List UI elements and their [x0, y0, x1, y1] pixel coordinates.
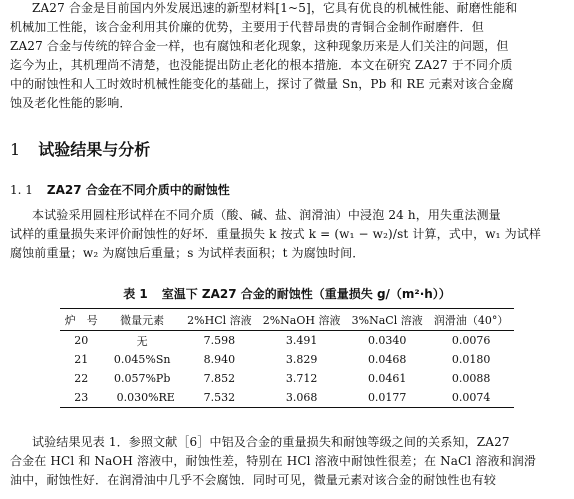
- table-cell: 0.057%Pb: [113, 372, 171, 385]
- text-line: ZA27 合金是目前国内外发展迅速的新型材料[1~5]，它具有优良的机械性能、耐磨性能和: [32, 1, 518, 15]
- table-cell: 0.0180: [451, 353, 491, 366]
- table-cell: 3.491: [285, 334, 318, 347]
- text-line: ZA27 合金与传统的锌合金一样，也有腐蚀和老化现象，这种现象历来是人们关注的问题，但: [10, 39, 509, 53]
- table-cell: 7.598: [203, 334, 236, 347]
- table-cell: 0.0461: [367, 372, 407, 385]
- section-title: 试验结果与分析: [38, 140, 151, 159]
- table-label: 表 1: [123, 287, 148, 301]
- text-line: 中的耐蚀性和人工时效时机械性能变化的基础上，探讨了微量 Sn，Pb 和 RE 元素对该合金腐: [10, 77, 514, 91]
- table-row: [60, 350, 514, 369]
- section-heading: [10, 137, 150, 160]
- table-row: [60, 369, 514, 388]
- table-cell: 22: [74, 372, 89, 385]
- table-cell: 无: [136, 334, 148, 348]
- col-header-hcl: 2%HCl 溶液: [187, 313, 252, 327]
- table-cell: 0.045%Sn: [113, 353, 171, 366]
- subsection-heading: [10, 181, 230, 198]
- table-cell: 8.940: [203, 353, 236, 366]
- table-cell: 7.532: [203, 391, 236, 404]
- table-cell: 3.712: [285, 372, 318, 385]
- text-line: 蚀及老化性能的影响．: [10, 96, 132, 110]
- table-cell: 7.852: [203, 372, 236, 385]
- table-row: [60, 331, 514, 351]
- table-cell: 3.829: [285, 353, 318, 366]
- subsection-number: 1. 1: [10, 183, 33, 197]
- table-cell: 21: [74, 353, 89, 366]
- table-title: 室温下 ZA27 合金的耐蚀性（重量损失 g/（m²·h））: [161, 287, 451, 301]
- col-header-furnace: 炉 号: [64, 313, 98, 327]
- col-header-naoh: 2%NaOH 溶液: [262, 313, 341, 327]
- table-cell: 23: [74, 391, 89, 404]
- method-paragraph: [10, 206, 564, 263]
- corrosion-table: [60, 308, 514, 408]
- intro-paragraph: [10, 0, 564, 113]
- table-cell: 0.0340: [367, 334, 407, 347]
- table-cell: 0.0468: [367, 353, 407, 366]
- table-cell: 0.0177: [367, 391, 407, 404]
- table-cell: 0.030%RE: [116, 391, 175, 404]
- table-caption: [0, 285, 574, 302]
- subsection-title: ZA27 合金在不同介质中的耐蚀性: [46, 183, 230, 197]
- table-cell: 20: [74, 334, 89, 347]
- text-line: 本试验采用圆柱形试样在不同介质（酸、碱、盐、润滑油）中浸泡 24 h，用失重法测量: [32, 208, 501, 222]
- table-cell: 0.0074: [451, 391, 491, 404]
- col-header-element: 微量元素: [120, 313, 165, 327]
- text-line: 迄今为止，其机理尚不清楚，也没能提出防止老化的根本措施．本文在研究 ZA27 于不同介质: [10, 58, 513, 72]
- text-line: 合金在 HCl 和 NaOH 溶液中，耐蚀性差，特别在 HCl 溶液中耐蚀性很差；在 NaCl 溶液和润滑: [10, 454, 537, 468]
- text-line: 试样的重量损失来评价耐蚀性的好坏．重量损失 k 按式 k = (w₁ − w₂)/st 计算，式中，w₁ 为试样: [10, 227, 542, 241]
- table-cell: 3.068: [285, 391, 318, 404]
- table-row: [60, 388, 514, 408]
- table-cell: 0.0088: [451, 372, 491, 385]
- table-header-row: [60, 309, 514, 331]
- section-number: 1: [10, 140, 21, 159]
- text-line: 油中，耐蚀性好．在润滑油中几乎不会腐蚀．同时可见，微量元素对该合金的耐蚀性也有较: [10, 473, 497, 487]
- col-header-oil: 润滑油（40°）: [433, 313, 509, 327]
- col-header-nacl: 3%NaCl 溶液: [351, 313, 423, 327]
- table-cell: 0.0076: [451, 334, 491, 347]
- text-line: 试验结果见表 1．参照文献［6］中铝及合金的重量损失和耐蚀等级之间的关系知，ZA27: [32, 435, 510, 449]
- text-line: 机械加工性能，该合金利用其价廉的优势，主要用于代替昂贵的青铜合金制作耐磨件．但: [10, 20, 484, 34]
- text-line: 腐蚀前重量；w₂ 为腐蚀后重量；s 为试样表面积；t 为腐蚀时间．: [10, 246, 365, 260]
- results-paragraph: [10, 433, 564, 490]
